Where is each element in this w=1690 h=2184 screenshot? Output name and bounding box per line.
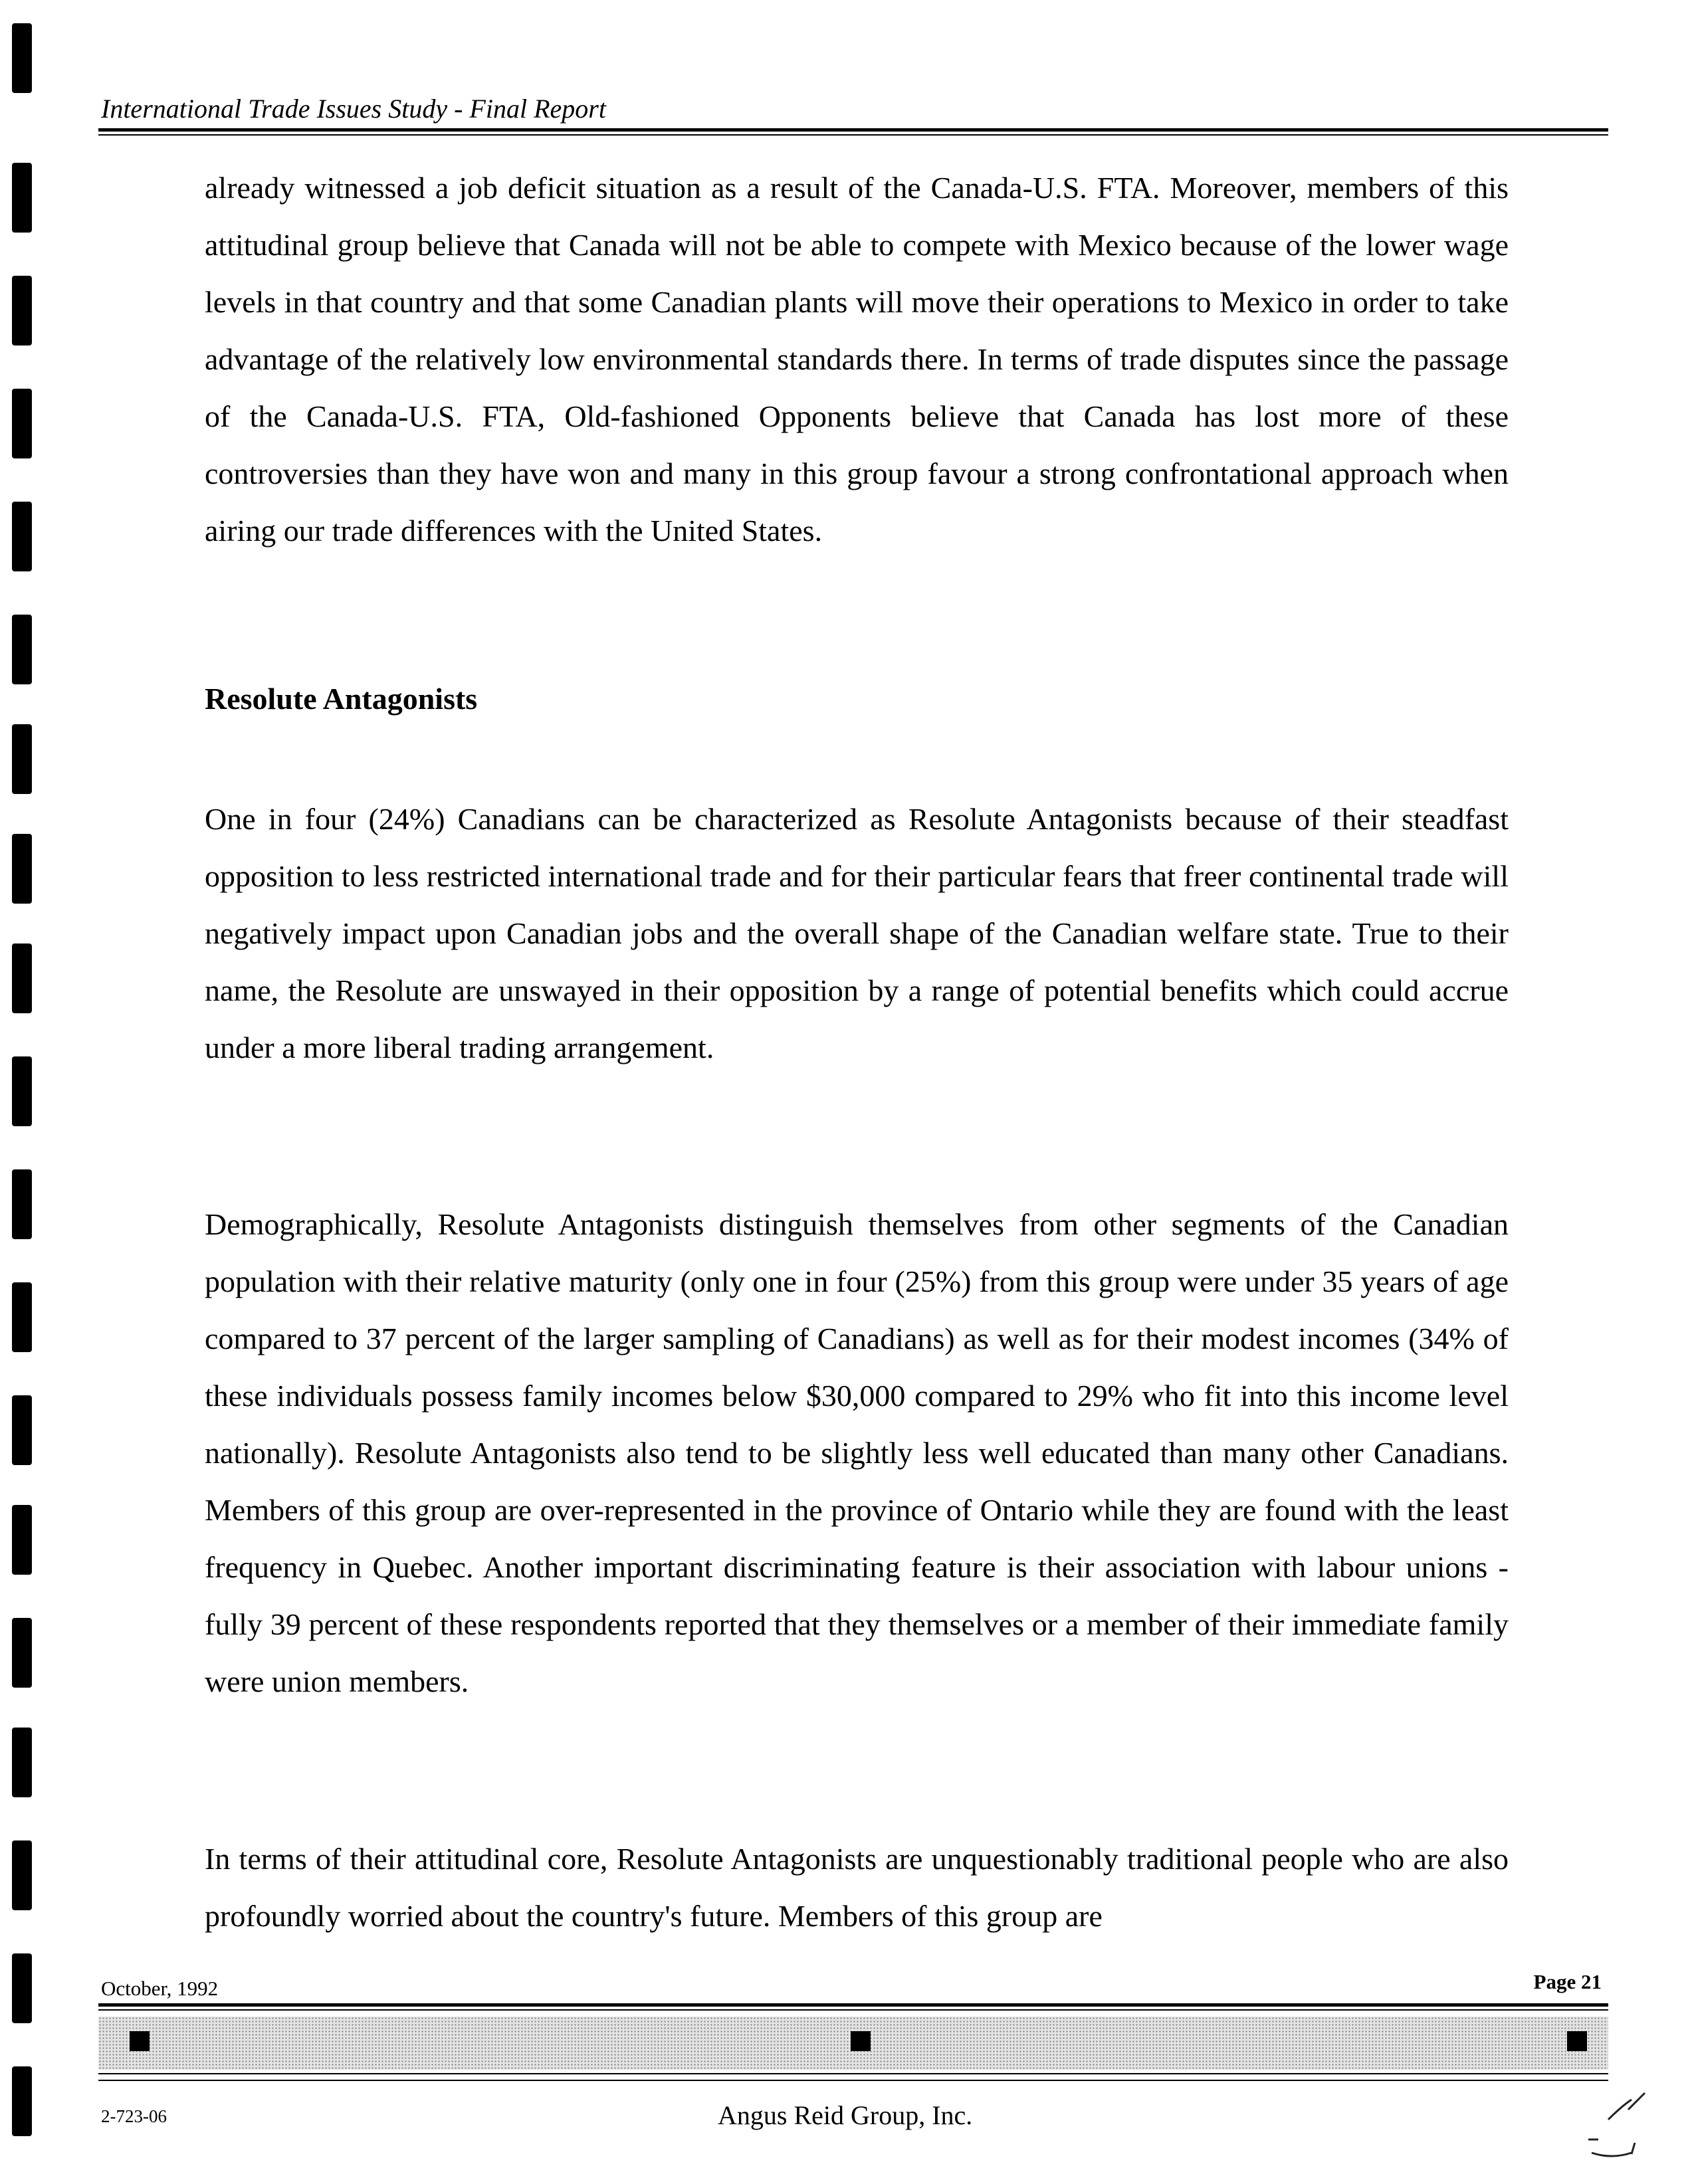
- binder-mark: [12, 2066, 32, 2136]
- header-rule: [98, 128, 1608, 132]
- binder-mark: [12, 23, 32, 93]
- binder-mark: [12, 389, 32, 458]
- page-number: Page 21: [1533, 1970, 1602, 1993]
- body-paragraph: already witnessed a job deficit situation as a result of the Canada-U.S. FTA. Moreover, members of this attitudinal group believe that Canada will not be able to compete with Mexico because of the lower wage levels in that country and that some Canadian plants will move their operations to Mexico in order to take advantage of the relatively low environmental standards there. In terms of trade disputes since the passage of the Canada-U.S. FTA, Old-fashioned Opponents believe that Canada has lost more of these controversies than they have won and many in this group favour a strong confrontational approach when airing our trade differences with the United States.: [205, 171, 1509, 547]
- binder-mark: [12, 1953, 32, 2023]
- binder-mark: [12, 1395, 32, 1465]
- binder-mark: [12, 276, 32, 346]
- footer-dotted-band: [98, 2017, 1608, 2070]
- document-code: 2-723-06: [101, 2106, 167, 2126]
- company-name: Angus Reid Group, Inc.: [718, 2100, 973, 2130]
- binder-mark: [12, 724, 32, 794]
- footer-rule: [98, 2003, 1608, 2007]
- section-heading: Resolute Antagonists: [205, 682, 478, 716]
- binder-mark: [12, 943, 32, 1013]
- handwritten-mark-icon: [1582, 2080, 1655, 2166]
- binder-mark: [12, 1282, 32, 1352]
- square-bullet-icon: [1567, 2031, 1587, 2051]
- binder-mark: [12, 1056, 32, 1126]
- square-bullet-icon: [130, 2031, 150, 2051]
- binder-mark: [12, 502, 32, 571]
- binder-mark: [12, 1505, 32, 1575]
- footer-date: October, 1992: [101, 1977, 219, 2000]
- binder-mark: [12, 1728, 32, 1797]
- binder-mark: [12, 615, 32, 684]
- report-header-title: International Trade Issues Study - Final Report: [101, 94, 606, 124]
- footer-rule: [98, 2073, 1608, 2074]
- footer-rule: [98, 2080, 1608, 2081]
- header-rule: [98, 134, 1608, 136]
- binder-mark: [12, 1840, 32, 1910]
- body-paragraph: One in four (24%) Canadians can be characterized as Resolute Antagonists because of their steadfast opposition to less restricted international trade and for their particular fears that freer continental trade will negatively impact upon Canadian jobs and the overall shape of the Canadian welfare state. True to their name, the Resolute are unswayed in their opposition by a range of potential benefits which could accrue under a more liberal trading arrangement.: [205, 802, 1509, 1064]
- binder-mark: [12, 1618, 32, 1688]
- body-paragraph: Demographically, Resolute Antagonists distinguish themselves from other segments of the Canadian population with their relative maturity (only one in four (25%) from this group were under 35 years of age compared to 37 percent of the larger sampling of Canadians) as well as for their modest incomes (34% of these individuals possess family incomes below $30,000 compared to 29% who fit into this income level nationally). Resolute Antagonists also tend to be slightly less well educated than many other Canadians. Members of this group are over-represented in the province of Ontario while they are found with the least frequency in Quebec. Another important discriminating feature is their association with labour unions - fully 39 percent of these respondents reported that they themselves or a member of their immediate family were union members.: [205, 1207, 1509, 1698]
- binder-mark: [12, 1169, 32, 1239]
- footer-rule: [98, 2009, 1608, 2011]
- square-bullet-icon: [851, 2031, 871, 2051]
- binder-mark: [12, 163, 32, 233]
- body-paragraph: In terms of their attitudinal core, Resolute Antagonists are unquestionably traditional people who are also profoundly worried about the country's future. Members of this group are: [205, 1842, 1509, 1933]
- binder-mark: [12, 834, 32, 904]
